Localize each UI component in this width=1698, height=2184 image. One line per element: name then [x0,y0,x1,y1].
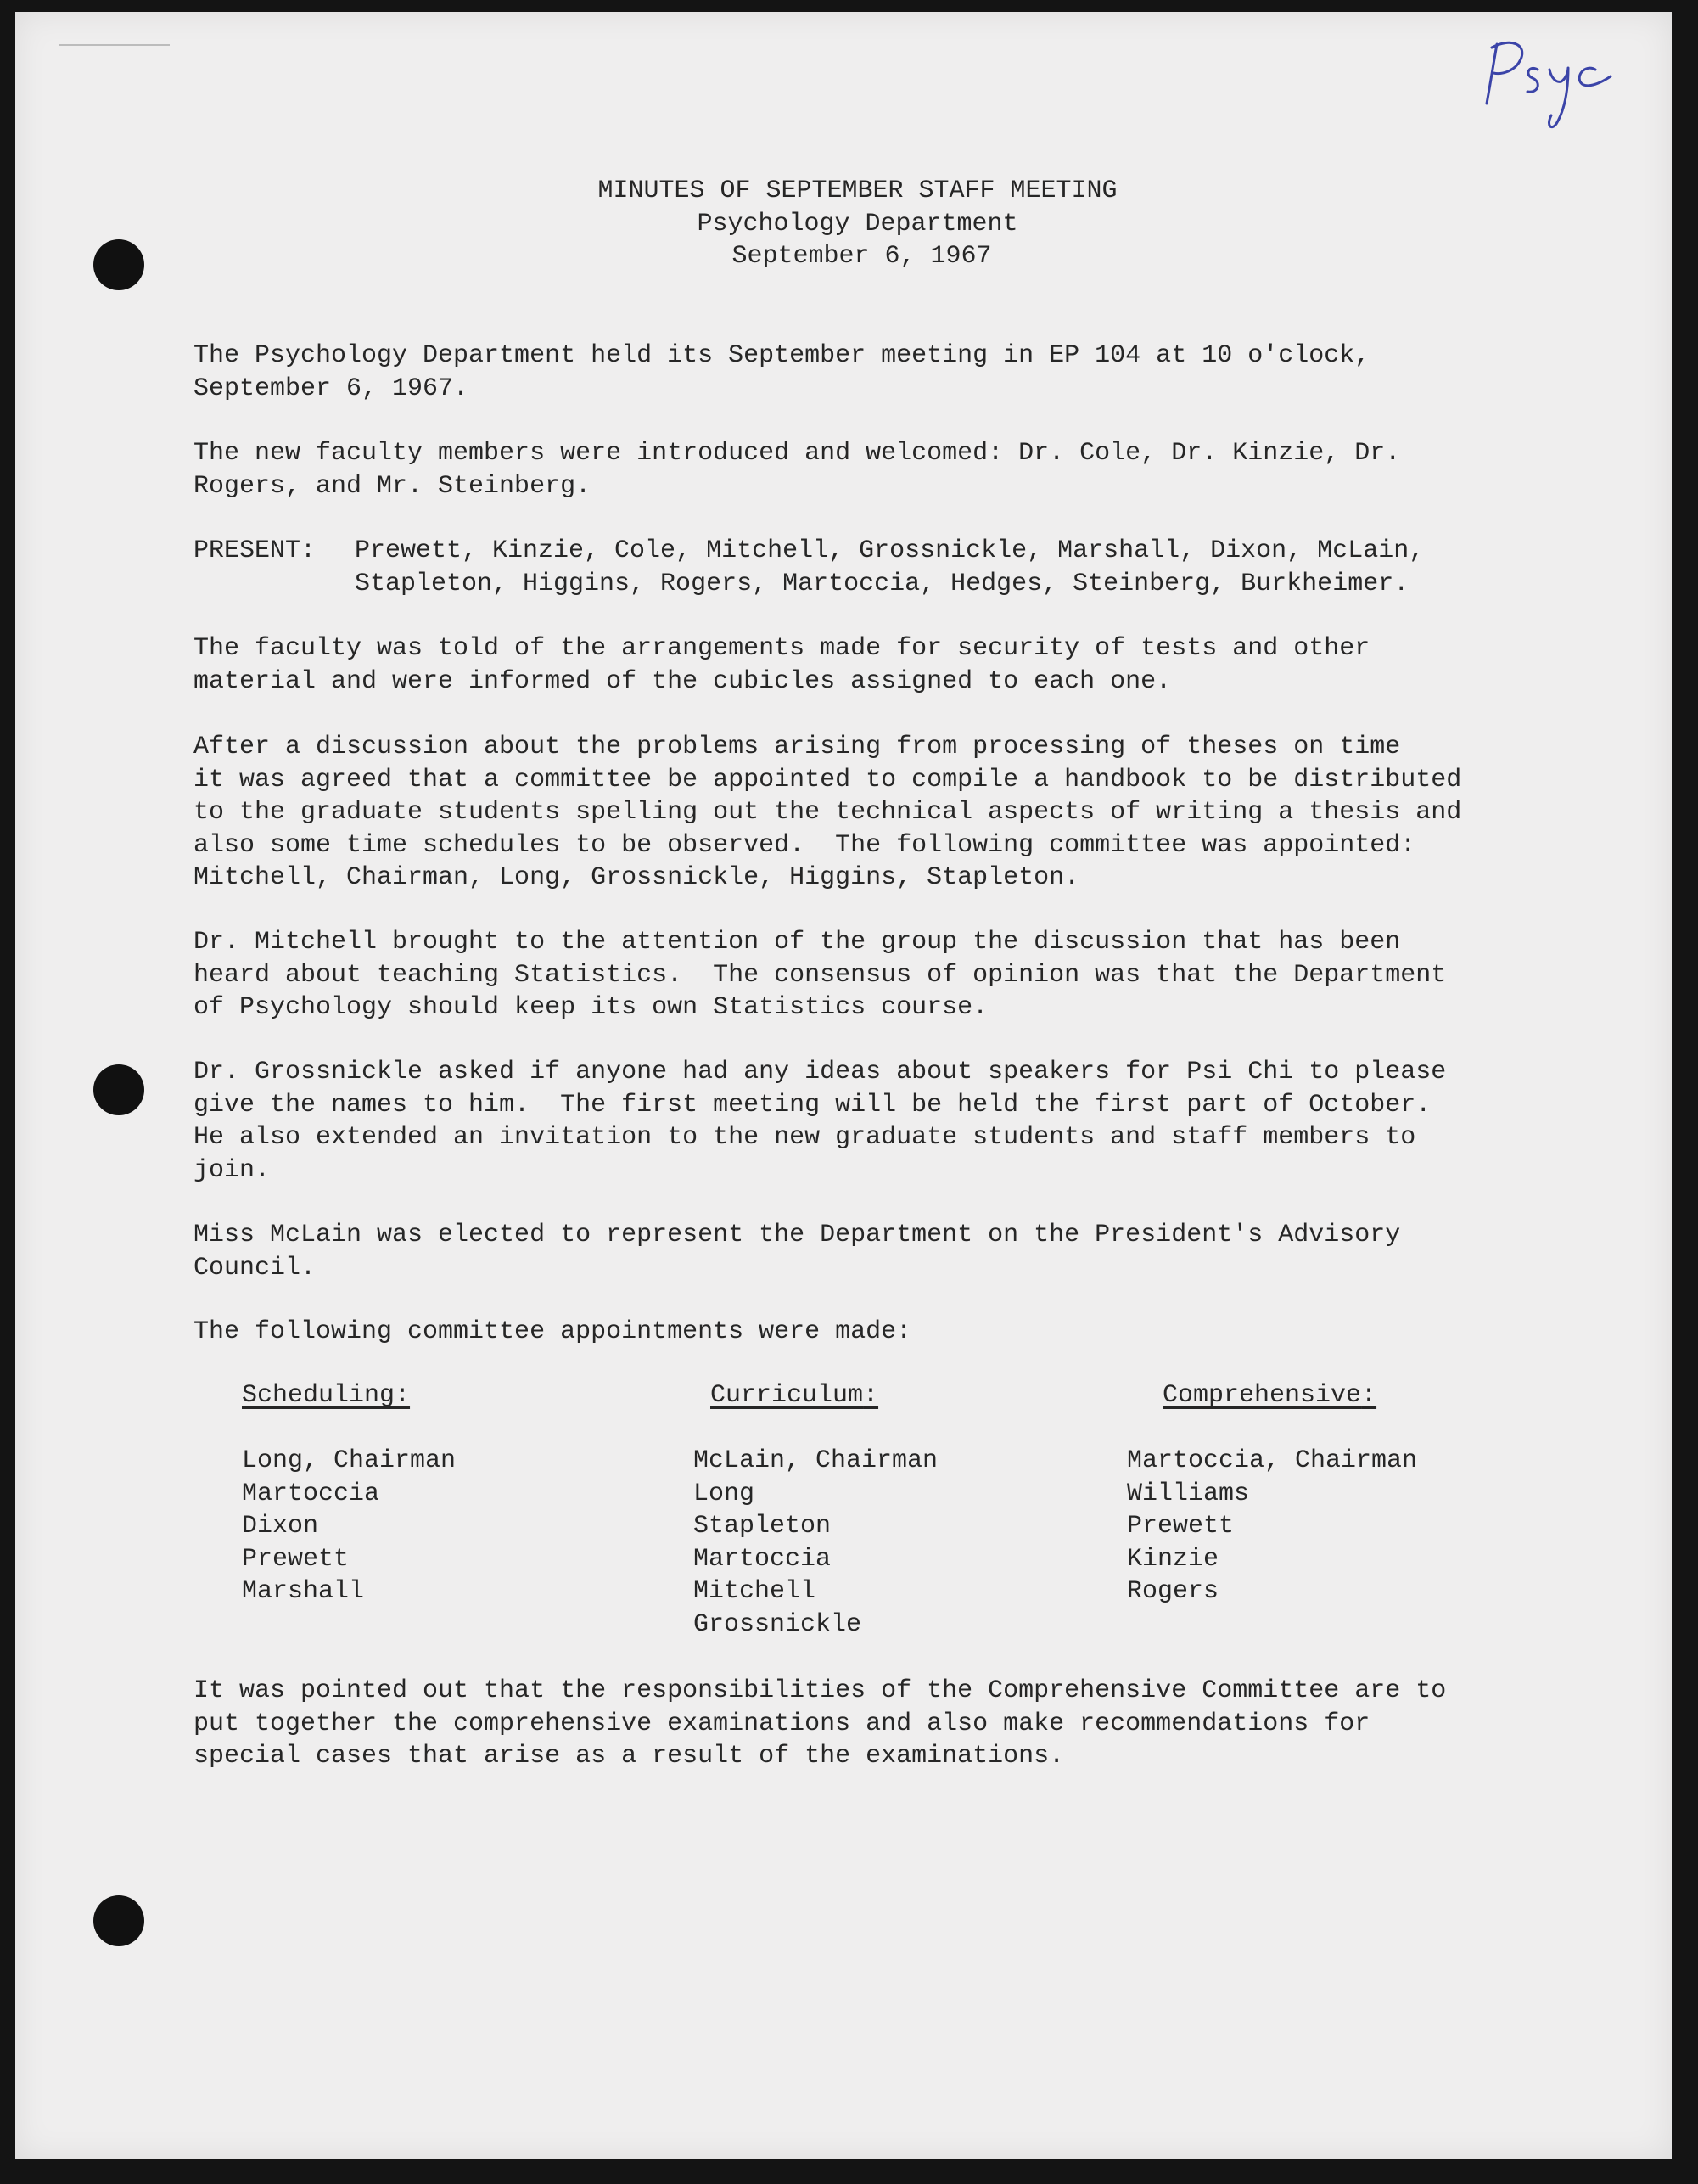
list-item: Martoccia, Chairman [1127,1446,1418,1475]
department-name: Psychology Department [697,209,1018,239]
present-label: PRESENT: [193,536,317,565]
paragraph-comprehensive-responsibilities: It was pointed out that the responsibilities of the Comprehensive Committee are to put together the comprehensive examinations and also make recommendations for special cases that arise as a result of the examinations. [193,1676,1447,1771]
comprehensive-heading: Comprehensive: [1163,1381,1377,1410]
meeting-date: September 6, 1967 [731,242,992,271]
list-item: Prewett [242,1544,350,1574]
list-item: Williams [1127,1479,1250,1508]
title-block [0,175,1698,273]
list-item: Martoccia [242,1479,380,1508]
list-item: Mitchell [693,1577,816,1606]
list-item: Long, Chairman [242,1446,457,1475]
list-item: Martoccia [693,1544,832,1574]
list-item: McLain, Chairman [693,1446,939,1475]
paragraph-new-faculty: The new faculty members were introduced and welcomed: Dr. Cole, Dr. Kinzie, Dr. Rogers, and Mr. Steinberg. [193,439,1401,501]
paragraph-advisory-council: Miss McLain was elected to represent the Department on the President's Advisory Council. [193,1221,1401,1283]
paragraph-statistics: Dr. Mitchell brought to the attention of the group the discussion that has been heard about teaching Statistics. The consensus of opinion was that the Department of Psychology should keep its own Statistics course. [193,928,1447,1022]
list-item: Prewett [1127,1512,1235,1541]
paragraph-theses: After a discussion about the problems arising from processing of theses on time it was agreed that a committee be appointed to compile a handbook to be distributed to the graduate students spelling out the technical aspects of writing a thesis and also some time schedules to be observed. The following committee was appointed: Mitchell, Chairman, Long, Grossnickle, Higgins, Stapleton. [193,733,1462,892]
paragraph-meeting-info: The Psychology Department held its September meeting in EP 104 at 10 o'clock, September 6, 1967. [193,341,1370,403]
list-item: Grossnickle [693,1609,862,1639]
paragraph-psi-chi: Dr. Grossnickle asked if anyone had any ideas about speakers for Psi Chi to please give the names to him. The first meeting will be held the first part of October. He also extended an invitation to the new graduate students and staff members to join. [193,1058,1447,1185]
list-item: Long [693,1479,755,1508]
scheduling-members [242,1445,456,1609]
list-item: Dixon [242,1512,319,1541]
scheduling-heading: Scheduling: [242,1381,411,1410]
present-names: Prewett, Kinzie, Cole, Mitchell, Grossnickle, Marshall, Dixon, McLain, Stapleton, Higgins, Rogers, Martoccia, Hedges, Steinberg, Burkheimer. [355,536,1425,598]
document-title: MINUTES OF SEPTEMBER STAFF MEETING [597,177,1118,205]
list-item: Rogers [1127,1577,1219,1606]
curriculum-members [693,1445,938,1641]
curriculum-heading: Curriculum: [710,1381,879,1410]
list-item: Kinzie [1127,1544,1219,1574]
list-item: Marshall [242,1577,365,1606]
paragraph-committee-intro: The following committee appointments were made: [193,1317,912,1346]
list-item: Stapleton [693,1512,832,1541]
paragraph-security: The faculty was told of the arrangements made for security of tests and other material and were informed of the cubicles assigned to each one. [193,634,1370,696]
comprehensive-members [1127,1445,1417,1609]
